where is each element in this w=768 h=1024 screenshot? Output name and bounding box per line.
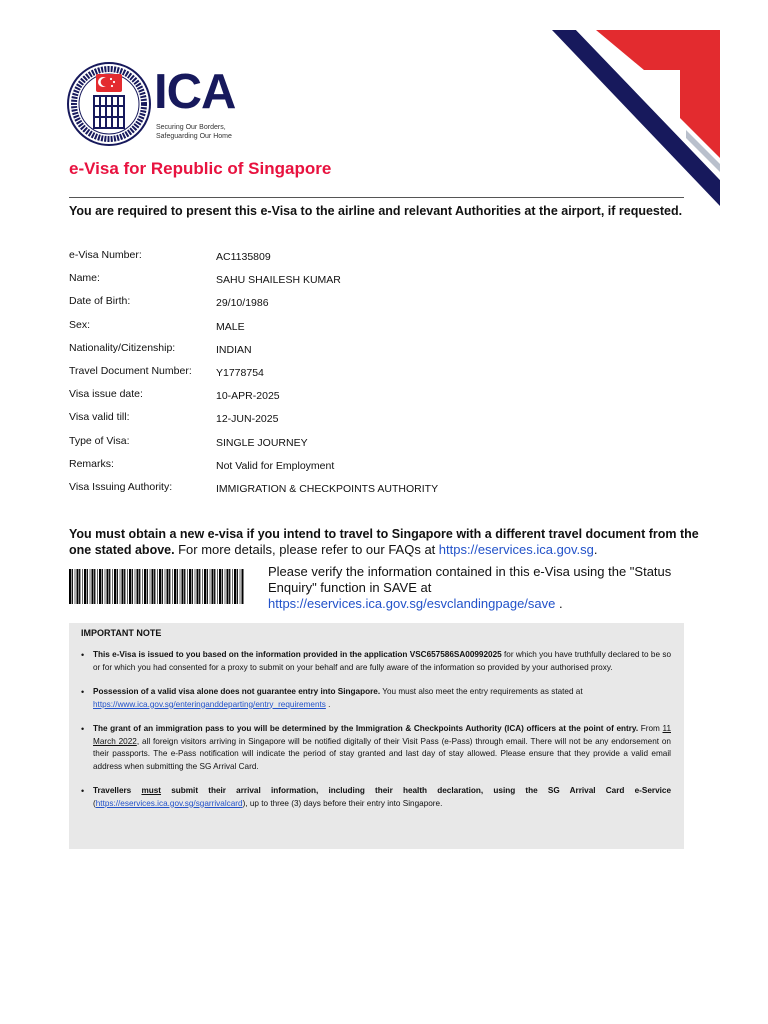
detail-label: Sex: bbox=[69, 318, 91, 331]
ica-seal-logo bbox=[67, 62, 151, 146]
important-note-box bbox=[69, 623, 684, 849]
present-evisa-notice: You are required to present this e-Visa to the airline and relevant Authorities at the airport, if requested. bbox=[69, 204, 683, 218]
detail-label: Visa valid till: bbox=[69, 411, 130, 424]
document-title: e-Visa for Republic of Singapore bbox=[69, 159, 332, 178]
detail-value: AC1135809 bbox=[216, 251, 271, 263]
detail-row bbox=[69, 410, 689, 433]
faq-link[interactable]: https://eservices.ica.gov.sg bbox=[438, 542, 594, 557]
ica-tagline bbox=[156, 124, 266, 141]
note-item-bold: This e-Visa is issued to you based on the information provided in the application bbox=[93, 650, 408, 659]
note-item bbox=[81, 649, 671, 674]
note-item-text: , all foreign visitors arriving in Singapore will be notified digitally of their Visit Pass (e-Pass) through email. There will not be any endorsement on their passports. The e-Pass notification will indicate the period of stay granted and last day of stay allowed. Please ensure that they provide a valid email address when submitting the SG Arrival Card. bbox=[93, 736, 671, 771]
verify-text: Please verify the information contained in this e-Visa using the "Status Enquiry" function in SAVE at bbox=[268, 564, 672, 595]
note-item-bold: The grant of an immigration pass to you will be determined by the Immigration & Checkpoints Authority (ICA) officers at the point of entry. bbox=[93, 724, 639, 733]
detail-label: Date of Birth: bbox=[69, 295, 131, 308]
detail-value: SAHU SHAILESH KUMAR bbox=[216, 274, 341, 287]
note-item bbox=[81, 686, 671, 711]
detail-label: Type of Visa: bbox=[69, 434, 130, 447]
faq-text: For more details, please refer to our FAQs at bbox=[178, 542, 436, 557]
note-item-text: for which you have truthfully declared to be so or for which you had consented for a proxy to submit on your behalf and are fully aware of the information so provided by your authorised proxy. bbox=[93, 650, 672, 672]
detail-label: Visa issue date: bbox=[69, 388, 143, 401]
note-item bbox=[81, 723, 671, 773]
detail-row bbox=[69, 294, 689, 317]
important-note-title: IMPORTANT NOTE bbox=[81, 628, 162, 638]
detail-value: Y1778754 bbox=[216, 366, 264, 379]
faq-period: . bbox=[593, 542, 598, 557]
detail-row bbox=[69, 271, 689, 294]
detail-label: e-Visa Number: bbox=[69, 249, 142, 261]
detail-row bbox=[69, 364, 689, 387]
detail-value: 10-APR-2025 bbox=[216, 390, 280, 403]
important-note-list bbox=[81, 649, 684, 810]
note-item-text: You must also meet the entry requirements as stated at bbox=[382, 687, 583, 696]
detail-row bbox=[69, 434, 689, 457]
corner-stripes-decoration bbox=[548, 30, 720, 206]
detail-label: Name: bbox=[69, 272, 100, 285]
detail-label: Visa Issuing Authority: bbox=[69, 480, 173, 493]
detail-value: INDIAN bbox=[216, 343, 252, 356]
divider bbox=[69, 197, 684, 198]
verify-period: . bbox=[559, 596, 563, 611]
application-number: VSC657586SA00992025 bbox=[409, 650, 502, 659]
detail-label: Travel Document Number: bbox=[69, 364, 192, 377]
detail-value: MALE bbox=[216, 320, 245, 333]
detail-row bbox=[69, 480, 689, 503]
note-item-bold-a: Travellers bbox=[93, 786, 132, 795]
note-item bbox=[81, 785, 671, 810]
detail-row bbox=[69, 318, 689, 341]
note-item-period: . bbox=[328, 699, 331, 709]
detail-value: SINGLE JOURNEY bbox=[216, 436, 308, 449]
detail-label: Nationality/Citizenship: bbox=[69, 341, 176, 354]
detail-row bbox=[69, 387, 689, 410]
detail-row bbox=[69, 457, 689, 480]
visa-details-list bbox=[69, 248, 689, 503]
ica-wordmark: ICA bbox=[154, 65, 236, 119]
detail-value: Not Valid for Employment bbox=[216, 459, 335, 472]
note-item-text-pre: From bbox=[640, 724, 660, 733]
new-evisa-notice bbox=[69, 526, 709, 558]
detail-value: 29/10/1986 bbox=[216, 297, 269, 310]
detail-row bbox=[69, 248, 689, 271]
detail-value: IMMIGRATION & CHECKPOINTS AUTHORITY bbox=[216, 482, 439, 495]
tagline-line-2: Safeguarding Our Home bbox=[156, 132, 232, 140]
note-item-text: ), up to three (3) days before their entry into Singapore. bbox=[242, 798, 443, 808]
tagline-line-1: Securing Our Borders, bbox=[156, 124, 226, 131]
verify-notice bbox=[268, 564, 688, 612]
barcode bbox=[69, 569, 245, 604]
note-item-bold: Possession of a valid visa alone does not guarantee entry into Singapore. bbox=[93, 687, 381, 696]
sg-arrival-card-link[interactable]: https://eservices.ica.gov.sg/sgarrivalcard bbox=[95, 798, 243, 808]
note-item-bold-b: submit their arrival information, including their health declaration, using the SG Arrival Card e-Service bbox=[171, 786, 671, 795]
detail-row bbox=[69, 341, 689, 364]
entry-requirements-link[interactable]: https://www.ica.gov.sg/enteringanddeparting/entry_requirements bbox=[93, 699, 326, 709]
note-item-open: ( bbox=[93, 798, 96, 808]
detail-value: 12-JUN-2025 bbox=[216, 413, 279, 426]
save-link[interactable]: https://eservices.ica.gov.sg/esvclandingpage/save bbox=[268, 596, 556, 611]
detail-label: Remarks: bbox=[69, 457, 114, 470]
new-evisa-notice-bold: You must obtain a new e-visa if you intend to travel to Singapore with a different travel document from the one stated above. bbox=[69, 527, 699, 557]
note-item-must: must bbox=[141, 786, 162, 795]
epass-date: 11 March 2022 bbox=[93, 724, 671, 746]
